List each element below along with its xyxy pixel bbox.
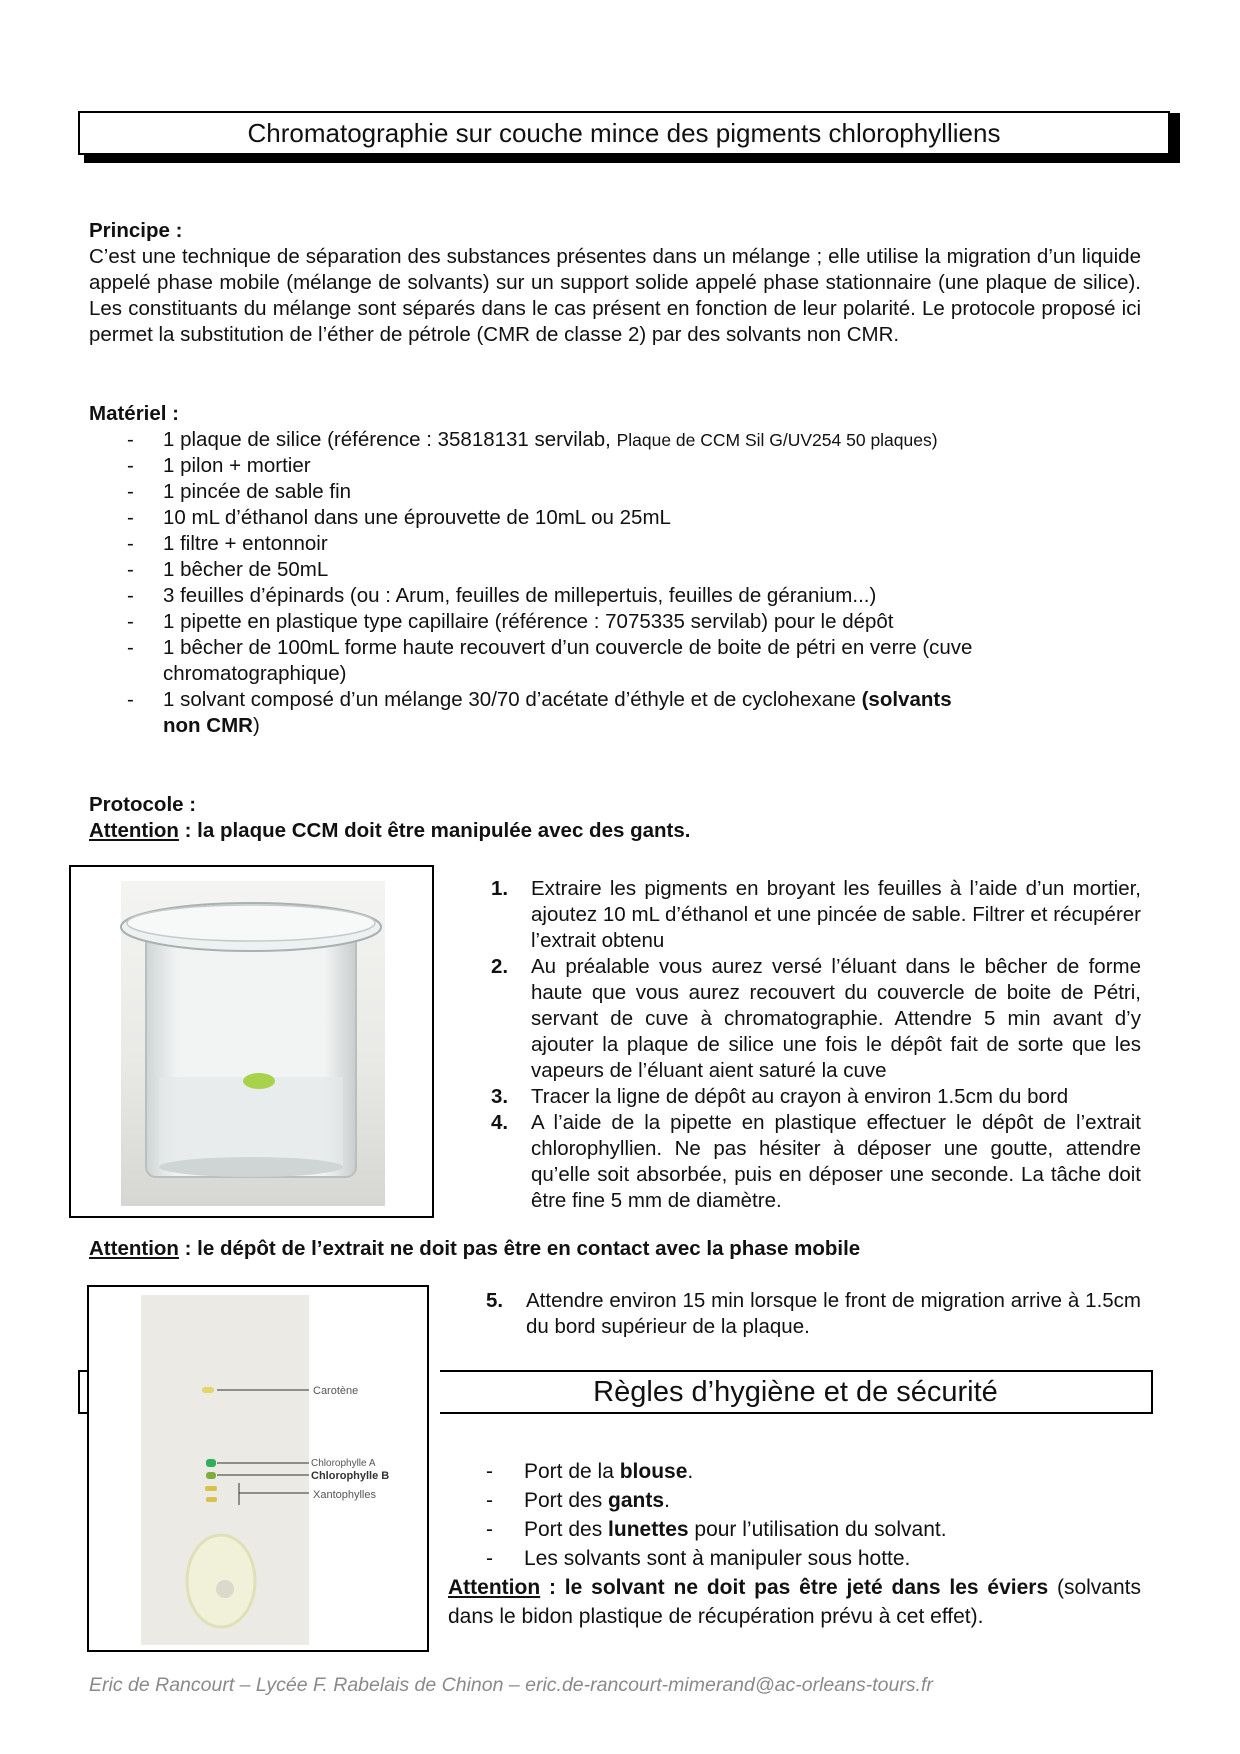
list-item: - 1 bêcher de 100mL forme haute recouvert d’un couvercle de boite de pétri en verre (cuve chromatographique)	[127, 636, 973, 685]
materiel-list	[89, 427, 1141, 739]
attention-gloves: Attention : la plaque CCM doit être manipulée avec des gants.	[89, 819, 691, 842]
list-item: - 1 pilon + mortier	[127, 454, 311, 477]
beaker-photo	[69, 865, 434, 1218]
list-item: - 1 bêcher de 50mL	[127, 558, 329, 581]
tlc-plate-image	[89, 1287, 427, 1650]
principe-text: C’est une technique de séparation des substances présentes dans un mélange ; elle utilise la migration d’un liquide appelé phase mobile (mélange de solvants) sur un support solide appelé phase stationnaire (une plaque de silice). Les constituants du mélange sont séparés dans le cas présent en fonction de leur polarité. Le protocole proposé ici permet la substitution de l’éther de pétrole (CMR de classe 2) par des solvants non CMR.	[89, 245, 1141, 346]
list-item: - 1 plaque de silice (référence : 35818131 servilab, Plaque de CCM Sil G/UV254 50 plaques)	[127, 428, 938, 451]
list-item: - 1 filtre + entonnoir	[127, 532, 328, 555]
protocol-step-5	[486, 1288, 1141, 1340]
list-item: 2. Au préalable vous aurez versé l’éluant dans le bêcher de forme haute que vous aurez recouvert du couvercle de boite de Pétri, servant de cuve à chromatographie. Attendre 5 min avant d’y ajouter la plaque de silice une fois le dépôt fait de sorte que les vapeurs de l’éluant aient saturé la cuve	[491, 955, 1141, 1082]
principe-heading: Principe :	[89, 219, 183, 242]
label-chlorophylle-b: Chlorophylle B	[311, 1470, 390, 1482]
list-item: - 10 mL d’éthanol dans une éprouvette de 10mL ou 25mL	[127, 506, 671, 529]
list-item: - 1 pipette en plastique type capillaire (référence : 7075335 servilab) pour le dépôt	[127, 610, 894, 633]
list-item: 1. Extraire les pigments en broyant les feuilles à l’aide d’un mortier, ajoutez 10 mL d’éthanol et une pincée de sable. Filtrer et récupérer l’extrait obtenu	[491, 877, 1141, 952]
list-item: - Port des gants.	[486, 1489, 670, 1512]
page-title: Chromatographie sur couche mince des pigments chlorophylliens	[78, 111, 1170, 155]
protocole-heading: Protocole :	[89, 793, 197, 816]
label-xantophylles: Xantophylles	[313, 1489, 376, 1501]
footer: Eric de Rancourt – Lycée F. Rabelais de Chinon – eric.de-rancourt-mimerand@ac-orleans-tours.fr	[89, 1674, 933, 1696]
materiel-heading: Matériel :	[89, 402, 179, 425]
list-item: - Port des lunettes pour l’utilisation du solvant.	[486, 1518, 947, 1541]
chlorophyll-spot	[243, 1073, 275, 1089]
regles-attention: Attention : le solvant ne doit pas être jeté dans les éviers (solvants dans le bidon plastique de récupération prévu à cet effet).	[448, 1576, 1141, 1628]
attention-deposit: Attention : le dépôt de l’extrait ne doit pas être en contact avec la phase mobile	[89, 1237, 861, 1260]
list-item: - 3 feuilles d’épinards (ou : Arum, feuilles de millepertuis, feuilles de géranium...)	[127, 584, 877, 607]
regles-title: Règles d’hygiène et de sécurité	[440, 1370, 1153, 1414]
protocol-steps	[491, 876, 1141, 1214]
list-item: - 1 solvant composé d’un mélange 30/70 d’acétate d’éthyle et de cyclohexane (solvants non CMR)	[127, 688, 952, 737]
label-chlorophylle-a: Chlorophylle A	[311, 1458, 376, 1469]
regles-list	[448, 1457, 1148, 1573]
list-item: 5. Attendre environ 15 min lorsque le front de migration arrive à 1.5cm du bord supérieur de la plaque.	[486, 1289, 1141, 1338]
list-item: - Les solvants sont à manipuler sous hotte.	[486, 1547, 911, 1570]
label-carotene: Carotène	[313, 1385, 359, 1397]
list-item: - Port de la blouse.	[486, 1460, 694, 1483]
list-item: - 1 pincée de sable fin	[127, 480, 352, 503]
list-item: 4. A l’aide de la pipette en plastique effectuer le dépôt de l’extrait chlorophyllien. Ne pas hésiter à déposer une goutte, attendre qu’elle soit absorbée, puis en déposer une seconde. La tâche doit être fine 5 mm de diamètre.	[491, 1111, 1141, 1212]
tlc-plate-photo	[87, 1285, 429, 1652]
beaker-image	[71, 867, 432, 1216]
list-item: 3. Tracer la ligne de dépôt au crayon à environ 1.5cm du bord	[491, 1085, 1069, 1108]
